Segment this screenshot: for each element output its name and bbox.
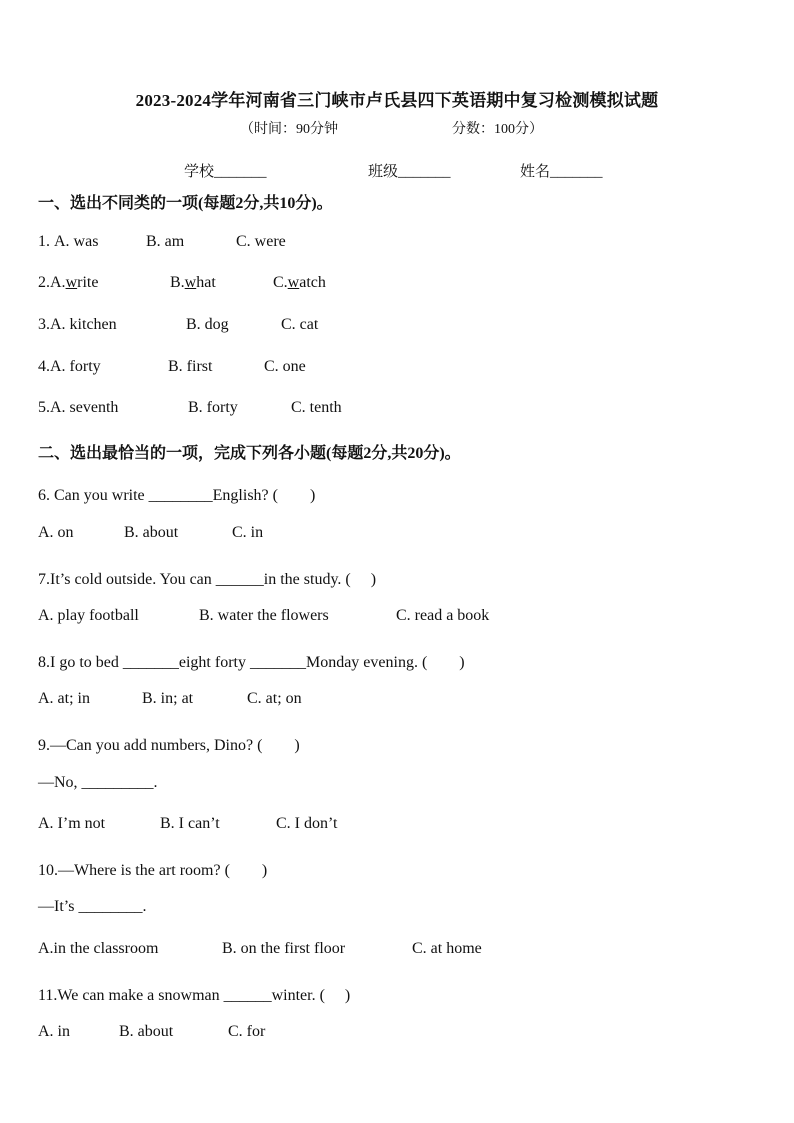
option-b: B. I can’t bbox=[160, 815, 220, 832]
option-b: B.what bbox=[170, 274, 216, 291]
option-b: B. in; at bbox=[142, 690, 194, 707]
question-9-answer-line: —No, _________. bbox=[38, 774, 158, 791]
page-title: 2023-2024学年河南省三门峡市卢氏县四下英语期中复习检测模拟试题 bbox=[135, 91, 659, 110]
question-10-options bbox=[38, 940, 482, 958]
question-6: 6. Can you write ________English? ( ) bbox=[38, 487, 316, 504]
question-8-options bbox=[38, 690, 302, 708]
option-a: A. kitchen bbox=[50, 316, 117, 333]
question-9: 9.—Can you add numbers, Dino? ( ) bbox=[38, 737, 300, 754]
question-10-answer-line: —It’s ________. bbox=[38, 898, 147, 915]
option-b: B. am bbox=[146, 233, 185, 250]
option-a: A. in bbox=[38, 1023, 70, 1040]
option-c: C. tenth bbox=[291, 399, 342, 416]
option-c: C. read a book bbox=[396, 607, 490, 624]
option-c: C. one bbox=[264, 358, 306, 375]
option-b: B. forty bbox=[188, 399, 238, 416]
option-b: B. first bbox=[168, 358, 213, 375]
question-8: 8.I go to bed _______eight forty _______Monday evening. ( ) bbox=[38, 654, 465, 671]
name-field: 姓名_______ bbox=[520, 164, 603, 180]
question-4 bbox=[38, 358, 306, 376]
option-b: B. dog bbox=[186, 316, 229, 333]
question-1 bbox=[38, 233, 286, 251]
option-b: B. water the flowers bbox=[199, 607, 329, 624]
exam-score: 分数：100分） bbox=[452, 122, 543, 137]
question-2 bbox=[38, 274, 326, 292]
option-c: C. at; on bbox=[247, 690, 302, 707]
section-1-heading: 一、选出不同类的一项(每题2分,共10分)。 bbox=[38, 195, 333, 212]
option-c: C. in bbox=[232, 524, 264, 541]
option-a: A.in the classroom bbox=[38, 940, 159, 957]
question-5 bbox=[38, 399, 342, 417]
option-b: B. about bbox=[119, 1023, 174, 1040]
exam-time: （时间：90分钟 bbox=[240, 122, 338, 137]
question-3 bbox=[38, 316, 318, 334]
option-c: C. were bbox=[236, 233, 286, 250]
option-b: B. about bbox=[124, 524, 179, 541]
option-a: A. play football bbox=[38, 607, 139, 624]
question-9-options bbox=[38, 815, 337, 833]
option-c: C. at home bbox=[412, 940, 482, 957]
question-6-options bbox=[38, 524, 263, 542]
option-a: A. forty bbox=[50, 358, 101, 375]
question-number: 2. bbox=[38, 274, 50, 291]
option-b: B. on the first floor bbox=[222, 940, 346, 957]
option-a: A. at; in bbox=[38, 690, 90, 707]
option-c: C. for bbox=[228, 1023, 266, 1040]
section-2-heading: 二、选出最恰当的一项，完成下列各小题(每题2分,共20分)。 bbox=[38, 445, 461, 462]
question-number: 4. bbox=[38, 358, 50, 375]
option-c: C. I don’t bbox=[276, 815, 338, 832]
option-a: A. seventh bbox=[50, 399, 119, 416]
option-a: A. on bbox=[38, 524, 74, 541]
class-field: 班级_______ bbox=[368, 164, 451, 180]
option-a: A.write bbox=[50, 274, 99, 291]
option-a: A. I’m not bbox=[38, 815, 106, 832]
question-7: 7.It’s cold outside. You can ______in the study. ( ) bbox=[38, 571, 377, 588]
question-7-options bbox=[38, 607, 489, 625]
school-field: 学校_______ bbox=[184, 164, 267, 180]
question-number: 5. bbox=[38, 399, 50, 416]
question-10: 10.—Where is the art room? ( ) bbox=[38, 862, 268, 879]
option-c: C. cat bbox=[281, 316, 319, 333]
question-11-options bbox=[38, 1023, 265, 1041]
option-a: A. was bbox=[54, 233, 99, 250]
option-c: C.watch bbox=[273, 274, 326, 291]
question-number: 1. bbox=[38, 233, 50, 250]
question-number: 3. bbox=[38, 316, 50, 333]
question-11: 11.We can make a snowman ______winter. ( ) bbox=[38, 987, 351, 1004]
